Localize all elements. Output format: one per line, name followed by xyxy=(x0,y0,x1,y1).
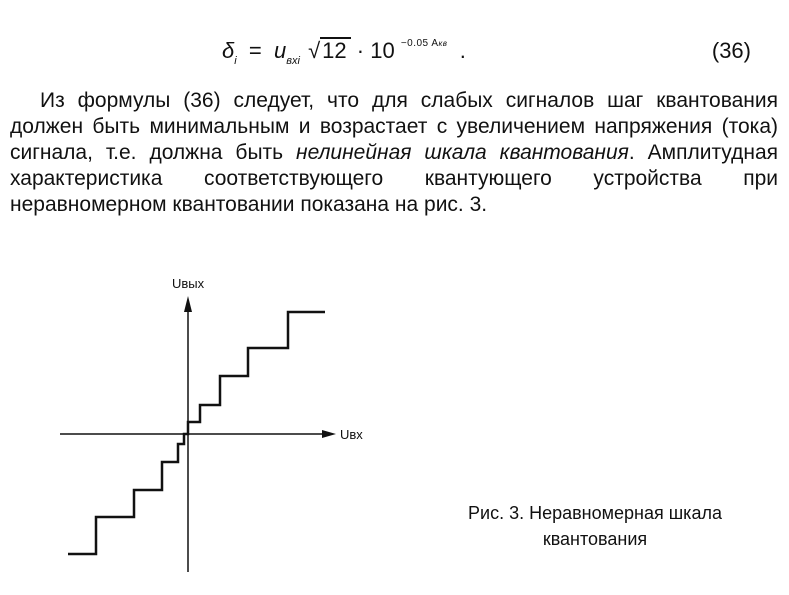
equation-number: (36) xyxy=(711,38,751,63)
quantization-chart xyxy=(60,272,363,582)
u-subscript: вхi xyxy=(286,55,300,67)
exponent-base: −0.05 A xyxy=(400,38,439,49)
radical-sign: √ xyxy=(308,38,321,63)
formula-row xyxy=(0,34,789,74)
u-symbol: u xyxy=(274,38,287,63)
caption-line-2: квантования xyxy=(542,529,648,549)
figure-3 xyxy=(60,272,363,582)
x-axis-arrow-icon xyxy=(322,430,336,438)
formula-period: . xyxy=(459,38,466,63)
equals-sign: = xyxy=(248,38,262,63)
sqrt-radicand: 12 xyxy=(320,37,350,63)
paragraph-emphasis: нелинейная шкала квантования xyxy=(296,141,629,164)
y-axis-label: Uвых xyxy=(172,276,205,291)
delta-symbol: δ xyxy=(222,38,235,63)
paragraph-part2: . Амплитудная характеристика соответствующего квантующего устройства при неравномерном квантовании показана на рис. 3. xyxy=(10,141,779,216)
caption-line-1: Рис. 3. Неравномерная шкала xyxy=(468,503,722,523)
quantization-staircase xyxy=(68,312,325,554)
x-axis-label: Uвх xyxy=(340,427,363,442)
delta-subscript: i xyxy=(234,55,237,67)
paragraph-part1: Из формулы (36) следует, что для слабых сигналов шаг квантования должен быть минимальным и возрастает с увеличением напряжения (тока) сигнала, т.е. должна быть xyxy=(10,89,778,164)
y-axis-arrow-icon xyxy=(184,296,192,312)
times-ten: · 10 xyxy=(356,38,395,63)
exponent-subscript: кв xyxy=(438,39,448,48)
square-root xyxy=(306,34,351,68)
body-paragraph xyxy=(10,88,778,218)
formula-36 xyxy=(222,34,466,73)
figure-caption xyxy=(430,500,760,552)
exponent xyxy=(401,38,448,49)
